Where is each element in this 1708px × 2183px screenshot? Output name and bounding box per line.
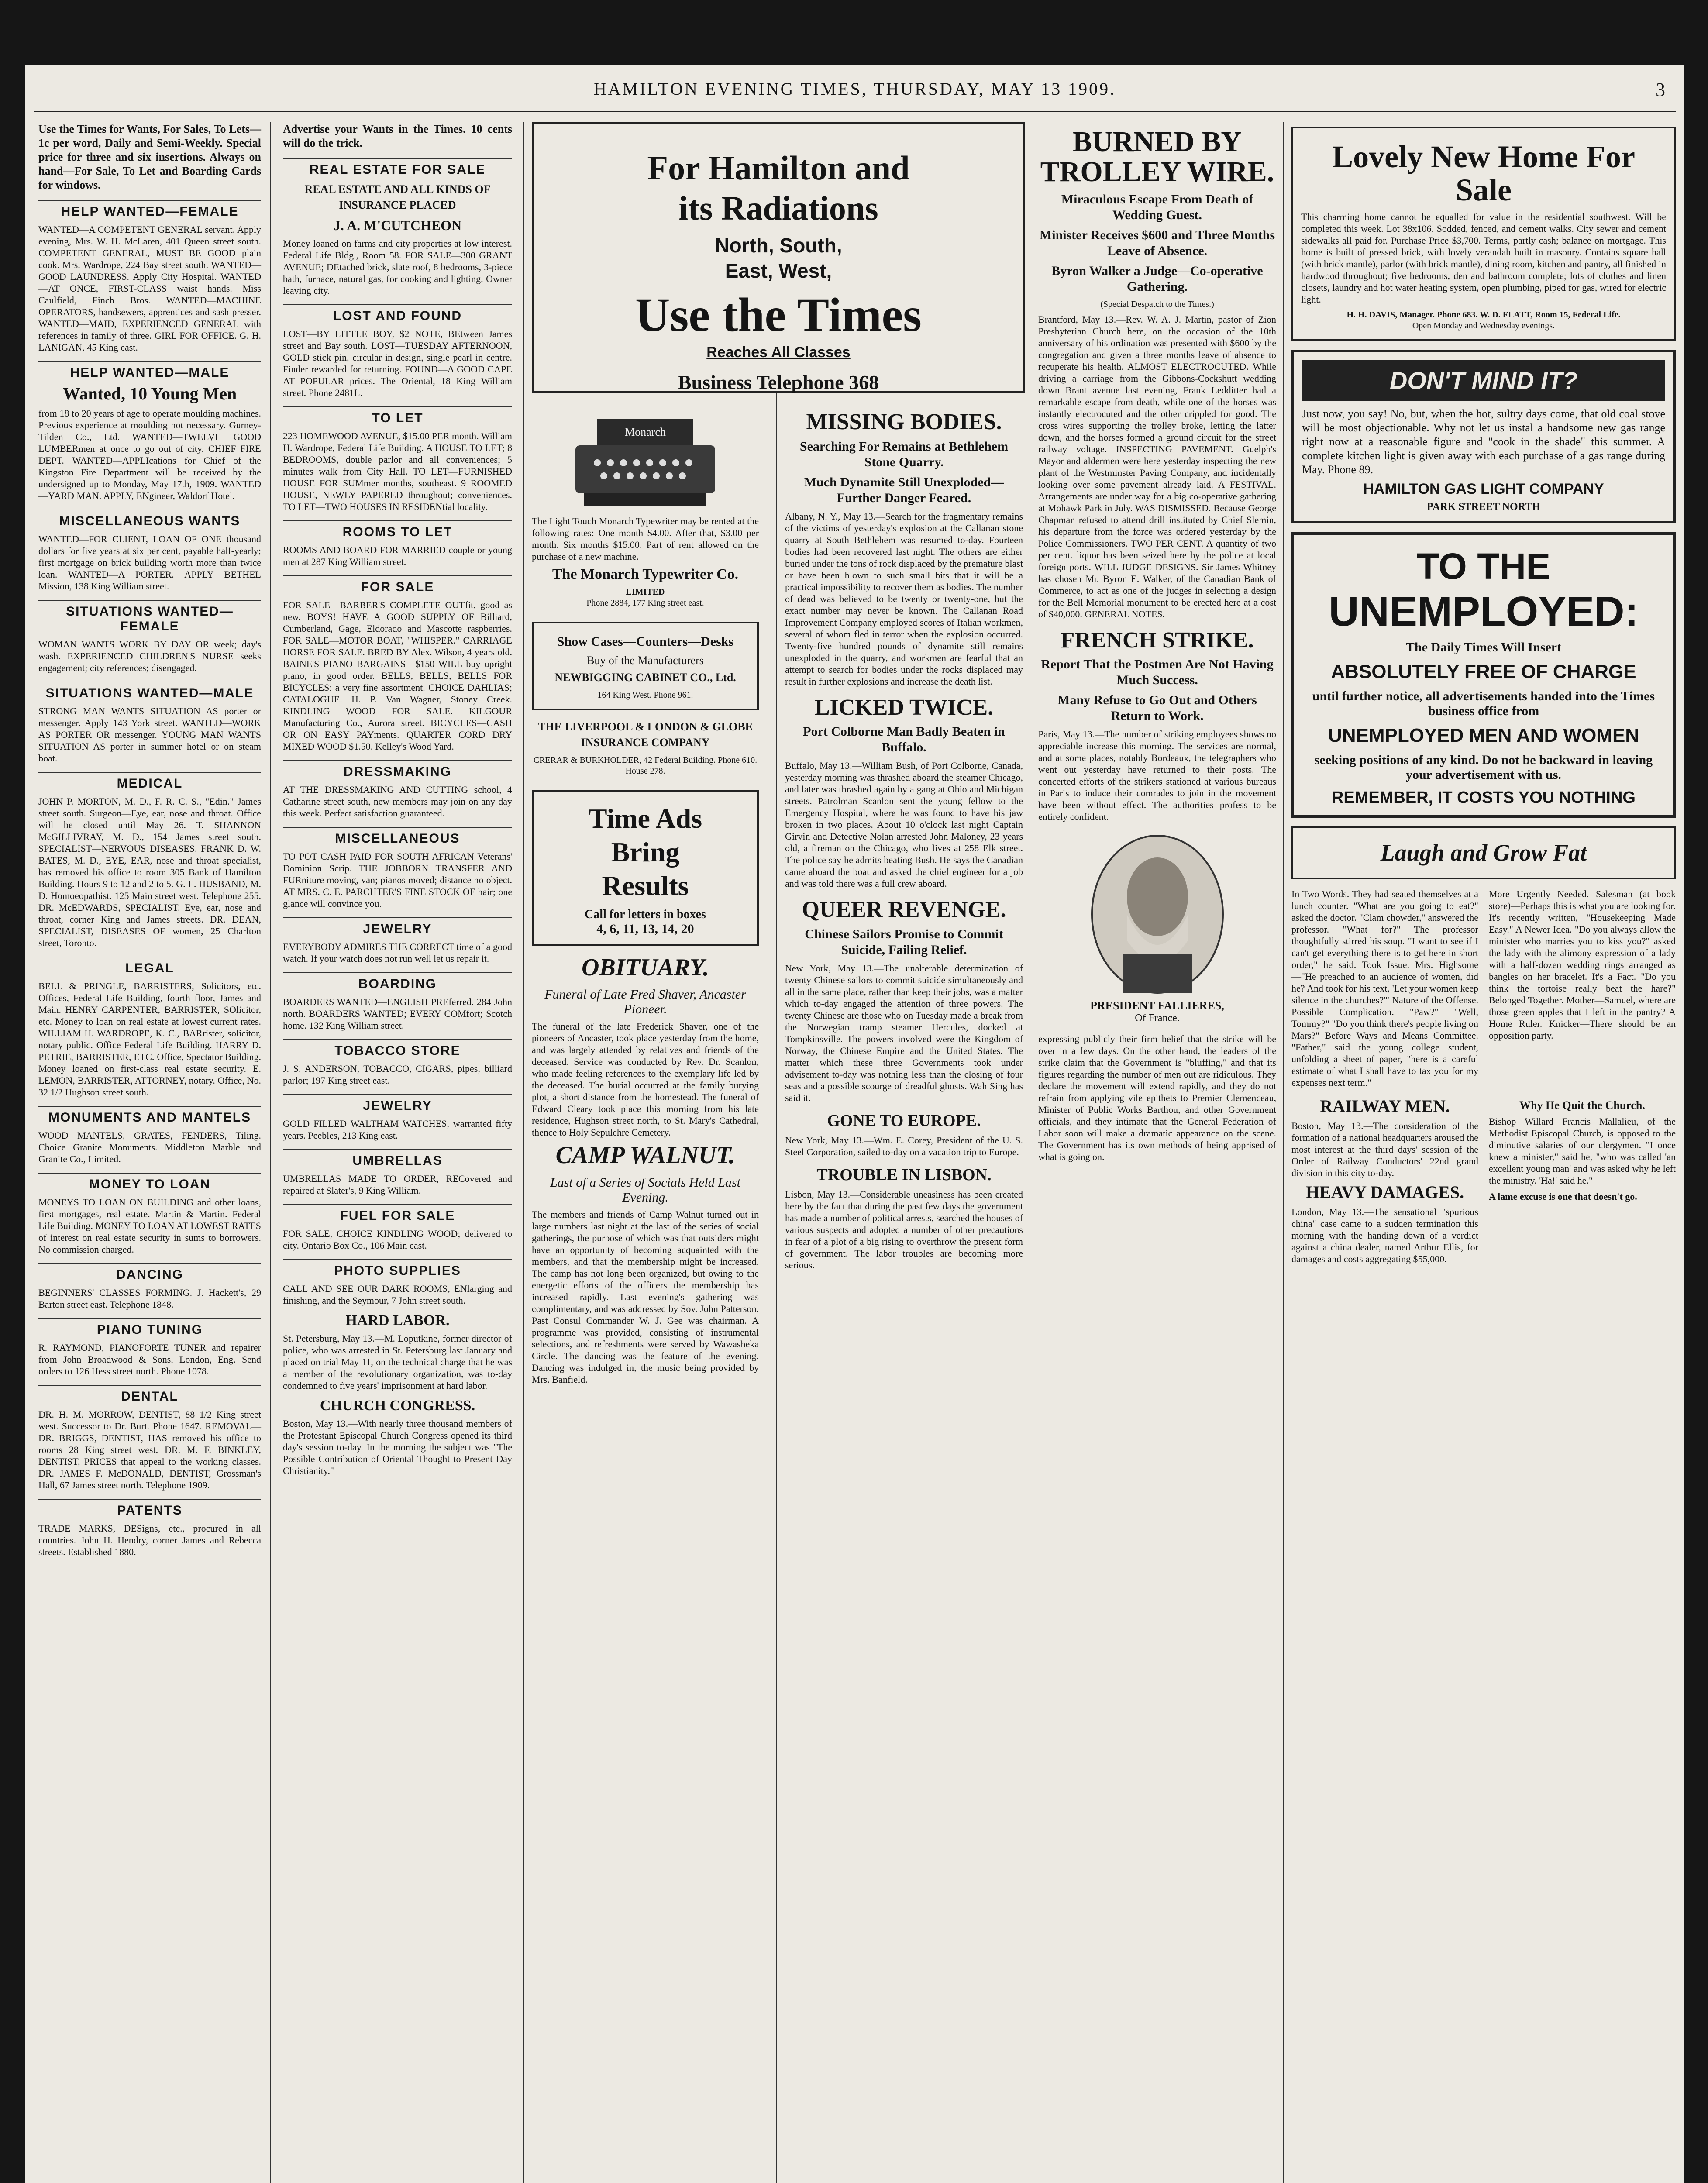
burned-subhead-1: Miraculous Escape From Death of Wedding Guest. [1061,192,1253,222]
obituary-headline: OBITUARY. [582,954,709,981]
classified-text: BELL & PRINGLE, BARRISTERS, Solicitors, etc. Offices, Federal Life Building, fourth floor, James and Main. HENRY CARPENTER, BARRISTER, SOlicitor, etc. Money to loan on real estate at lowest current rates. WILLIAM H. WARDROPE, K. C., BARrister, solicitor, notary public. Office Federal Life Building. HARRY D. PETRIE, BARRISTER, ETC. Office, Spectator Building. Money loaned on first-class real estate security. E. LEMON, BARRISTER, ATTORNEY, notary. Office, No. 32 1/2 Hughson street south. [38,981,261,1098]
time-ads-line2: Bring [611,837,680,868]
portrait-caption-2: Of France. [1135,1012,1180,1024]
home-text: This charming home cannot be equalled for value in the residential southwest. Will be completed this week. Lot 38x106. Sodded, fenced, and cement walks. City sewer and cement sidewalks all paid for. Purchase Price $3,700. Terms, partly cash; balance on mortgage. This home is built of pressed brick, with lovely verandah built in masonry. Contains square hall (with brick mantle), parlor (with brick mantle), dining room, kitchen and pantry, all finished in hardwood throughout; five bedrooms, den and bathroom complete; lots of clothes and linen closets, laundry and hot water heating system, open plumbing, piped for gas, wired for electric light. [1301,211,1666,305]
article-headline: CHURCH CONGRESS. [320,1398,475,1414]
classified-text: UMBRELLAS MADE TO ORDER, RECovered and repaired at Slater's, 9 King William. [283,1173,512,1196]
section-heading: FOR SALE [283,575,512,595]
article-text: Boston, May 13.—With nearly three thousand members of the Protestant Episcopal Church Congress opened its third day's session to-day. In the morning the subject was "The Possible Contribution of Oriental Thought to Present Day Christianity." [283,1418,512,1476]
column-divider [1283,122,1284,2183]
queer-revenge-headline: QUEER REVENGE. [802,897,1006,923]
classified-text: MONEYS TO LOAN ON BUILDING and other loans, first mortgages, real estate. Martin & Martin. Federal Life Building. MONEY TO LOAN AT LOWEST RATES of interest on real estate security in sums to borrowers. No commission charged. [38,1197,261,1255]
dont-mind-text: Just now, you say! No, but, when the hot, sultry days come, that old coal stove will be most objectionable. Why not let us instal a handsome new gas range right now at a reasonable figure and "cook in the shade" this summer. A complete kitchen light is given away with each purchase of a gas range during May. Phone 89. [1302,407,1665,476]
classified-text: 223 HOMEWOOD AVENUE, $15.00 PER month. William H. Wardrope, Federal Life Building. A HOUSE TO LET; 8 BEDROOMS, double parlor and all conveniences; 5 minutes walk from City Hall. TO LET—FURNISHED HOUSE FOR SUMmer months, southeast. 9 ROOMED HOUSE, NEWLY PAPERED throughout; conveniences. TO LET—TWO HOUSES IN RESIDENtial locality. [283,430,512,512]
unemployed-line1: TO THE [1416,546,1551,587]
laugh-title: Laugh and Grow Fat [1380,840,1587,866]
classified-text: GOLD FILLED WALTHAM WATCHES, warranted fifty years. Peebles, 213 King east. [283,1118,512,1141]
section-heading: MONEY TO LOAN [38,1173,261,1192]
section-heading: DANCING [38,1263,261,1282]
unemployed-ad [1291,532,1676,818]
column-divider [270,122,271,2183]
lisbon-text: Lisbon, May 13.—Considerable uneasiness has been created here by the fact that during the past few days the government has made a number of political arrests, searched the houses of various suspects and adopted a number of other precautions in fear of a plot of a big rising to overthrow the present form of government. The labor troubles are becoming more serious. [785,1188,1023,1271]
gas-range-ad [1291,350,1676,523]
times-ad-line2: its Radiations [678,189,878,227]
section-heading: ROOMS TO LET [283,520,512,540]
section-heading: PHOTO SUPPLIES [283,1259,512,1278]
gone-to-europe-headline: GONE TO EUROPE. [827,1111,981,1130]
page-number: 3 [1656,79,1667,100]
humor-left: In Two Words. They had seated themselves at a lunch counter. "What are you going to eat?" asked the doctor. "Clam chowder," answered the professor. "What for?" The professor thoughtfully stirred his soup. "I want to see if I can't get everything there is to get here in short order," he said. Took Issue. Mrs. Highsome—"He preached to an audience of women, did he? And took for his text, 'Let your women keep silence in the churches?'" Nature of the Offense. Possible Complication. "Paw?" "Well, Tommy?" "Do you think there's people living on Mars?" Before Ways and Means Committee. "Father," said the young college student, unfolding a sheet of paper, "here is a careful estimate of what I shall have to tax you for my expenses next term." [1291,888,1478,1088]
railway-text: Boston, May 13.—The consideration of the formation of a national headquarters aroused the most interest at the third days' session of the Order of Railway Conductors' 22nd grand division in this city to-day. [1291,1120,1478,1178]
humor-right-wrap [1489,888,1676,1093]
church-headline: Why He Quit the Church. [1519,1098,1645,1112]
times-ad-reaches: Reaches All Classes [706,344,851,361]
bottom-news-right [1489,1093,1676,1269]
section-heading: MONUMENTS AND MANTELS [38,1106,261,1125]
missing-bodies-headline: MISSING BODIES. [806,410,1002,434]
showcases-title: Show Cases—Counters—Desks [557,634,734,649]
times-ad-box [532,122,1025,393]
humor-columns [1291,888,1676,1093]
camp-walnut-text: The members and friends of Camp Walnut turned out in large numbers last night at the last of the series of social gatherings, the purpose of which was that outsiders might have an opportunity of becoming acquainted with the members, and that the membership might be increased. The camp has not long been organized, but owing to the energetic efforts of the officers the membership has increased rapidly. Last evening's gathering was complimentary, and was addressed by Sov. John Patterson. Past Consul Commander W. J. Gee was chairman. A programme was provided, consisting of instrumental selections, and refreshments were served by Wawasheka Circle. The dancing was the feature of the evening. Dancing was indulged in, the music being provided by Mrs. Banfield. [532,1209,759,1385]
classified-text: AT THE DRESSMAKING AND CUTTING school, 4 Catharine street south, new members may join on any day this week. Perfect satisfaction guaranteed. [283,784,512,819]
article-text: St. Petersburg, May 13.—M. Loputkine, former director of police, who was arrested in St. Petersburg last January and placed on trial May 11, on the technical charge that he was a member of the revolutionary organization, was to-day condemned to five years' imprisonment at hard labor. [283,1333,512,1391]
burned-subhead-2: Minister Receives $600 and Three Months Leave of Absence. [1039,227,1275,258]
unemployed-line2: UNEMPLOYED: [1329,588,1639,635]
classified-text: BOARDERS WANTED—ENGLISH PREferred. 284 John north. BOARDERS WANTED; EVERY COMfort; Scotch home. 132 King William street. [283,996,512,1031]
section-heading: MISCELLANEOUS [283,827,512,846]
column-divider [776,122,777,2183]
ad-name: J. A. M'CUTCHEON [333,217,462,233]
camp-walnut-headline: CAMP WALNUT. [555,1142,735,1169]
queer-revenge-subhead: Chinese Sailors Promise to Commit Suicide, Failing Relief. [805,926,1003,957]
unemployed-line7: seeking positions of any kind. Do not be backward in leaving your advertisement with us. [1314,753,1653,782]
burned-headline: BURNED BY TROLLEY WIRE. [1040,126,1274,188]
missing-bodies-subhead: Searching For Remains at Bethlehem Stone Quarry. [799,439,1009,469]
typewriter-ad [532,410,759,1390]
classified-text: Money loaned on farms and city properties at low interest. Federal Life Bldg., Room 58. FOR SALE—300 GRANT AVENUE; DEtached brick, slate roof, 8 bedrooms, 3-piece bath, furnace, natural gas, for cooking and lighting. Owner leaving city. [283,238,512,296]
classified-text: R. RAYMOND, PIANOFORTE TUNER and repairer from John Broadwood & Sons, London, Eng. Send orders to 126 Hess street north. Phone 1078. [38,1342,261,1377]
home-for-sale-ad [1291,127,1676,341]
gas-address: PARK STREET NORTH [1427,501,1540,513]
section-heading: MEDICAL [38,772,261,791]
section-heading: REAL ESTATE FOR SALE [283,158,512,177]
home-open: Open Monday and Wednesday evenings. [1412,321,1555,331]
classified-text: FOR SALE, CHOICE KINDLING WOOD; delivered to city. Ontario Box Co., 106 Main east. [283,1228,512,1251]
classified-text: STRONG MAN WANTS SITUATION AS porter or messenger. Apply 143 York street. WANTED—WORK AS PORTER OR messenger. YOUNG MAN WANTS SITUATION AS porter in summer hotel or on steam boat. [38,706,261,764]
section-heading: DRESSMAKING [283,760,512,779]
time-ads-line1: Time Ads [588,803,702,834]
missing-bodies-subhead-2: Much Dynamite Still Unexploded—Further Danger Feared. [804,475,1004,505]
times-ad-line1: For Hamilton and [647,149,910,187]
section-heading: UMBRELLAS [283,1149,512,1168]
burned-text: Brantford, May 13.—Rev. W. A. J. Martin, pastor of Zion Presbyterian Church here, on the occasion of the 10th anniversary of his ordination was presented with $600 by the congregation and given a three months leave of absence to recuperate his health. ALMOST ELECTROCUTED. While driving a carriage from the Gibbons-Cockshutt wedding down Brant avenue last evening, Frank Ledditter had a remarkable escape from death, while one of the horses was instantly electrocuted and the other crippled for good. The cross wires supporting the trolley broke, letting the latter down, and the horses formed a ground circuit for the street railway voltage. INSPECTING PAVEMENT. Guelph's Mayor and aldermen were here yesterday inspecting the new plant of the Westminster Paving Company, and incidentally looking over some pavement already laid. A FESTIVAL. Arrangements are under way for a big co-operative gathering at Mohawk Park in July. WAS DISMISSED. Because George Chapman refused to attend drill instituted by Chief Slemin, his departure from the force was ordered yesterday by the Police Commissioners. TWO PER CENT. A quantity of two per cent. liquor has been seized here by the police at local foreign ports. WILL JUDGE DESIGNS. Sir James Whitney has chosen Mr. Byron E. Walker, of the Canadian Bank of Commerce, to act as one of the judges in selecting a design for the Bell Memorial monument to be erected here at a cost of $40,000. GENERAL NOTES. [1038,313,1276,620]
section-heading: JEWELRY [283,1094,512,1113]
showcases-ad [532,622,759,710]
section-heading: DENTAL [38,1385,261,1404]
church-text: Bishop Willard Francis Mallalieu, of the Methodist Episcopal Church, is opposed to the diminutive salaries of our clergymen. "I once knew a minister," said he, "who was called 'an excellent young man' and was asked why he left the ministry. 'Ha!' said he." [1489,1116,1676,1186]
column-news-4 [785,406,1023,2183]
unemployed-line3: The Daily Times Will Insert [1405,640,1562,655]
licked-twice-headline: LICKED TWICE. [814,695,994,720]
newbigging-address: 164 King West. Phone 961. [597,690,693,700]
crerar-text: CRERAR & BURKHOLDER, 42 Federal Building. Phone 610. House 278. [533,755,758,776]
classified-text: BEGINNERS' CLASSES FORMING. J. Hackett's, 29 Barton street east. Telephone 1848. [38,1287,261,1310]
licked-twice-text: Buffalo, May 13.—William Bush, of Port Colborne, Canada, yesterday morning was thrashed aboard the steamer Chicago, and later was thrashed again by a gang at Ohio and Michigan streets. Patrolman Scanlon sent the young fellow to the Emergency Hospital, where he was found to have his jaw broken in two places. About 10 o'clock last night Captain Girvin and Detective Nolan arrested John Maloney, 23 years old, a fireman on the Chicago, who lives at 258 Elk street. The police say he admits beating Bush. He says the Canadian came aboard the boat and asked the chief engineer for a job and was told there was a full crew aboard. [785,760,1023,889]
time-ads-boxes: 4, 6, 11, 13, 14, 20 [596,921,694,936]
licked-twice-subhead: Port Colborne Man Badly Beaten in Buffalo. [803,724,1005,755]
gas-company: HAMILTON GAS LIGHT COMPANY [1363,481,1604,498]
humor-right: More Urgently Needed. Salesman (at book store)—Perhaps this is what you are looking for. It's recently written, "Housekeeping Made Easy." A Newer Idea. "Do you always allow the minister who marries you to kiss you?" asked the lady with the alimony expression of a lady with a half-dozen wedding rings arranged as bangles on her bracelet. It's a Fact. "Do you think the tortoise really beat the hare?" Belonged Together. Mother—Samuel, where are those green apples that I left in the pantry? A Home Ruler. Knicker—There should be an opposition party. [1489,888,1676,1041]
classified-text: LOST—BY LITTLE BOY, $2 NOTE, BEtween James street and Bay south. LOST—TUESDAY AFTERNOON, GOLD stick pin, circular in design, single pearl in centre. Finder rewarded for returning. FOUND—A GOOD CAPE AT POPULAR prices. The Oriental, 18 King William street. Phone 2481L. [283,328,512,398]
column-classified-2 [283,122,512,2183]
missing-bodies-text: Albany, N. Y., May 13.—Search for the fragmentary remains of the victims of yesterday's explosion at the Callanan stone quarry at South Bethlehem was resumed to-day. Fourteen bodies had been recovered last night. The others are either buried under the tons of rock displaced by the premature blast or have been blown to such small bits that it will be a practical impossibility to recover them as bodies. The number of dead was believed to be twenty or twenty-one, but the exact number may never be known. The Callanan Road Improvement Company employed scores of Italian workmen, several of whom fled in terror when the explosion occurred. Twenty-five hundred pounds of dynamite still remains unexploded in the quarry, and workmen are fearful that an attempt to search for bodies under the rocks displaced may result in further explosions and increase the death list. [785,510,1023,687]
bottom-news-left [1291,1093,1478,1269]
times-ad-east-west: East, West, [725,259,832,282]
section-heading: PATENTS [38,1499,261,1518]
classified-text: J. S. ANDERSON, TOBACCO, CIGARS, pipes, billiard parlor; 197 King street east. [283,1063,512,1086]
time-ads-line3: Results [602,870,689,902]
obituary-text: The funeral of the late Frederick Shaver, one of the pioneers of Ancaster, took place yesterday from the home, and was largely attended by relatives and friends of the deceased. Service was conducted by Rev. Dr. Scanlon, who made feeling references to the exemplary life led by the deceased. The burial occurred at the family burying plot, a short distance from the homestead. The funeral of Edward Cleary took place this morning from his late residence, Hughson street north, to St. Mary's Cathedral, thence to Holy Sepulchre Cemetery. [532,1021,759,1138]
section-heading: TOBACCO STORE [283,1039,512,1058]
ad-headline: Wanted, 10 Young Men [62,384,237,403]
column-ads-6 [1291,122,1676,2183]
section-heading: SITUATIONS WANTED—MALE [38,682,261,701]
french-strike-text: Paris, May 13.—The number of striking employees shows no appreciable increase this morning. The services are normal, and at some places, notably Bordeaux, the telegraphers who went out yesterday have returned to their posts. The concerted efforts of the strikers stationed at various bureaus in Paris to induce their comrades to join in the movement have been without effect. The authorities profess to be entirely confident. [1038,729,1276,823]
french-strike-text-2: expressing publicly their firm belief that the strike will be over in a few days. On the other hand, the leaders of the strike claim that the Government is "bluffing," and that its figures regarding the number of men out are ridiculous. They declare the movement will extend rapidly, and they do not refrain from applying vile epithets to Premier Clemenceau, Minister of Public Works Barthou, and other Government officials, and they intimate that the General Federation of Labor soon will make a dramatic appearance on the scene. The Government has its own methods of being apprised of what is going on. [1038,1033,1276,1163]
dont-mind-title: DON'T MIND IT? [1302,360,1665,401]
typewriter-icon [558,410,733,515]
unemployed-line6: UNEMPLOYED MEN AND WOMEN [1328,725,1639,747]
railway-headline: RAILWAY MEN. [1320,1096,1450,1116]
lisbon-headline: TROUBLE IN LISBON. [816,1165,992,1184]
section-heading: HELP WANTED—MALE [38,361,261,380]
classified-text: TO POT CASH PAID FOR SOUTH AFRICAN Veterans' Dominion Scrip. THE JOBBORN TRANSFER AND FURniture moving, van; pianos moved; distance no object. AT MRS. C. E. PARCHTER'S FINE STOCK OF hair; one glance will convince you. [283,851,512,909]
times-ad-use-times: Use the Times [635,288,922,342]
column-classified-1 [38,122,261,2183]
section-heading: HELP WANTED—FEMALE [38,200,261,219]
unemployed-line5: until further notice, all advertisements handed into the Times business office from [1312,689,1655,719]
damages-headline: HEAVY DAMAGES. [1305,1182,1464,1202]
section-heading: JEWELRY [283,917,512,937]
camp-walnut-subhead: Last of a Series of Socials Held Last Evening. [550,1175,740,1205]
french-strike-subhead-1: Report That the Postmen Are Not Having Much Success. [1041,657,1274,688]
lame-excuse: A lame excuse is one that doesn't go. [1489,1191,1637,1202]
classified-text: WANTED—A COMPETENT GENERAL servant. Apply evening, Mrs. W. H. McLaren, 401 Queen street south. COMPETENT GENERAL, MUST BE GOOD plain cook. Mrs. Wardrope, 224 Bay street south. WANTED—GOOD LAUNDRESS. Apply City Hospital. WANTED—AT ONCE, FIRST-CLASS waist hands. Miss Caulfield, Finch Bros. WANTED—MACHINE OPERATORS, handsewers, apprentices and sash presser. WANTED—MAID, EXPERIENCED GENERAL with references in family of three. GIRL FOR OFFICE. G. H. LANIGAN, 45 King east. [38,224,261,353]
burned-despatch: (Special Despatch to the Times.) [1100,299,1214,309]
article-headline: HARD LABOR. [345,1312,450,1329]
home-agent: H. H. DAVIS, Manager. Phone 683. W. D. FLATT, Room 15, Federal Life. [1346,310,1621,320]
burned-subhead-3: Byron Walker a Judge—Co-operative Gathering. [1051,263,1263,294]
unemployed-line4: ABSOLUTELY FREE OF CHARGE [1331,661,1636,683]
classified-text: CALL AND SEE OUR DARK ROOMS, ENlarging and finishing, and the Seymour, 7 John street south. [283,1283,512,1306]
wants-intro: Advertise your Wants in the Times. 10 cents will do the trick. [283,123,512,149]
classified-text: DR. H. M. MORROW, DENTIST, 88 1/2 King street west. Successor to Dr. Burt. Phone 1647. REMOVAL—DR. BRIGGS, DENTIST, HAS removed his office to rooms 28 King street west. DR. M. F. BINKLEY, DENTIST, PRICES that appeal to the working classes. DR. JAMES F. McDONALD, DENTIST, Grossman's Hall, 67 James street north. Telephone 1909. [38,1409,261,1491]
masthead [25,79,1684,109]
damages-text: London, May 13.—The sensational "spurious china" case came to a sudden termination this morning with the handing down of a verdict against a china dealer, named Arthur Ellis, for damages and costs aggregating $55,000. [1291,1206,1478,1264]
section-heading: FUEL FOR SALE [283,1204,512,1223]
monarch-limited: LIMITED [626,587,665,597]
section-heading: SITUATIONS WANTED—FEMALE [38,600,261,634]
column-news-5 [1038,122,1276,2183]
home-title: Lovely New Home For Sale [1332,139,1635,207]
bottom-news [1291,1093,1676,1269]
section-heading: MISCELLANEOUS WANTS [38,510,261,529]
masthead-rule [34,111,1676,113]
queer-revenge-text: New York, May 13.—The unalterable determination of twenty Chinese sailors to commit suicide simultaneously and all in the same place, rather than keep their jobs, was a matter which to-day engaged the attention of three powers. The twenty Chinese are those who on Tuesday made a break from the Norwegian tramp steamer Hercules, docked at Tompkinsville. The powers involved were the Kingdom of Norway, the Chinese Empire and the United States. The matter which these three Governments took under advisement to-day was nothing less than the closing of four seas and a possible scourge of dreadful ghosts. Wah Sing has said it. [785,962,1023,1103]
time-ads-box [532,790,759,946]
typewriter-label: Monarch [625,426,666,438]
classified-text: WANTED—FOR CLIENT, LOAN OF ONE thousand dollars for five years at six per cent, payable half-yearly; first mortgage on brick building worth more than twice loan. WANTED—A PORTER. APPLY BETHEL Mission, 138 King William street. [38,534,261,592]
newspaper-page [25,65,1684,2183]
portrait [1038,831,1276,1024]
classified-text: WOMAN WANTS WORK BY DAY OR week; day's wash. EXPERIENCED CHILDREN'S NURSE seeks engagement; city references; disengaged. [38,639,261,673]
showcases-sub: Buy of the Manufacturers [587,654,704,667]
section-heading: LOST AND FOUND [283,304,512,324]
time-ads-call: Call for letters in boxes [585,907,706,921]
masthead-title: HAMILTON EVENING TIMES, THURSDAY, MAY 13 1909. [593,79,1116,99]
classified-text: EVERYBODY ADMIRES THE CORRECT time of a good watch. If your watch does not run well let us repair it. [283,941,512,964]
section-heading: BOARDING [283,972,512,992]
typewriter-text: The Light Touch Monarch Typewriter may be rented at the following rates: One month $4.00. After that, $3.00 per month. Six months $15.00. Part of rent allowed on the purchase of a new machine. [532,516,759,562]
liverpool-ad: THE LIVERPOOL & LONDON & GLOBE INSURANCE COMPANY [538,720,753,749]
laugh-banner [1291,826,1676,879]
classified-text: JOHN P. MORTON, M. D., F. R. C. S., "Edin." James street south. Surgeon—Eye, ear, nose and throat. Office will be closed until May 26. T. SHANNON McGILLIVRAY, M. D., 154 James street south. SPECIALIST—NERVOUS DISEASES. FRANK D. W. BATES, M. D., EYE, EAR, nose and throat specialist, has removed his office to room 305 Bank of Hamilton Building. Hours 9 to 12 and 2 to 5. G. E. HUSBAND, M. D. Homoeopathist. 125 Main street west. Telephone 255. DR. McEDWARDS, SPECIALIST. Eye, ear, nose and throat, corner King and James streets. DR. DEAN, SPECIALIST, DISEASES OF women, 25 Charlton street, Toronto. [38,796,261,948]
times-ad-north-south: North, South, [715,234,842,257]
monarch-phone: Phone 2884, 177 King street east. [586,598,704,608]
portrait-caption: PRESIDENT FALLIERES, [1090,999,1224,1012]
classified-text: ROOMS AND BOARD FOR MARRIED couple or young men at 287 King William street. [283,544,512,567]
monarch-company: The Monarch Typewriter Co. [552,566,739,582]
classified-text: TRADE MARKS, DESigns, etc., procured in all countries. John H. Hendry, corner James and Rebecca streets. Established 1880. [38,1523,261,1557]
french-strike-headline: FRENCH STRIKE. [1061,627,1254,653]
section-heading: PIANO TUNING [38,1318,261,1337]
french-strike-subhead-2: Many Refuse to Go Out and Others Return to Work. [1057,693,1257,723]
times-ad-phone: Business Telephone 368 [678,371,879,393]
section-heading: LEGAL [38,957,261,976]
ad-banner: REAL ESTATE AND ALL KINDS OF INSURANCE PLACED [304,183,491,211]
column-divider [523,122,524,2183]
newbigging-name: NEWBIGGING CABINET CO., Ltd. [554,671,736,684]
classified-text: WOOD MANTELS, GRATES, FENDERS, Tiling. Choice Granite Monuments. Middleton Marble and Granite Co., Limited. [38,1130,261,1164]
president-portrait-icon [1088,831,1227,997]
section-heading: TO LET [283,406,512,426]
unemployed-line8: REMEMBER, IT COSTS YOU NOTHING [1331,788,1636,807]
gone-to-europe-text: New York, May 13.—Wm. E. Corey, President of the U. S. Steel Corporation, sailed to-day on a vacation trip to Europe. [785,1134,1023,1157]
classified-text: from 18 to 20 years of age to operate moulding machines. Previous experience at moulding not necessary. Gurney-Tilden Co., Ltd. WANTED—TWELVE GOOD LUMBERmen at once to go out of city. CHIEF FIRE DEPT. WANTED—APPLIcations for Chief of the Kingston Fire Department will be received by the undersigned up to Monday, May 17th, 1909. WANTED—YARD MAN. APPLY, ENgineer, Waldorf Hotel. [38,408,261,501]
obituary-subhead: Funeral of Late Fred Shaver, Ancaster Pioneer. [544,987,746,1017]
wants-intro: Use the Times for Wants, For Sales, To Lets—1c per word, Daily and Semi-Weekly. Special price for three and six insertions. Always on hand—For Sale, To Let and Boarding Cards for windows. [38,123,261,191]
classified-text: FOR SALE—BARBER'S COMPLETE OUTfit, good as new. BOYS! HAVE A GOOD SUPPLY OF Billiard, Cumberland, Gage, Eldorado and Mascotte raspberries. FOR SALE—MOTOR BOAT, "WHISPER." CARRIAGE HORSE FOR SALE. BRED BY Alex. Wilson, 4 years old. BAINE'S PIANO BARGAINS—$150 WILL buy upright piano, in good order. BELLS, BELLS, BELLS FOR BICYCLES; a very fine assortment. CHOICE DAHLIAS; CATALOGUE. H. P. Van Wagner, Stoney Creek. KINDLING WOOD FOR SALE. KILGOUR Manufacturing Co., Aurora street. BICYCLES—CASH OR ON EASY PAYments. QUARTER CORD DRY MIXED WOOD $1.50. Kelley's Wood Yard. [283,599,512,752]
